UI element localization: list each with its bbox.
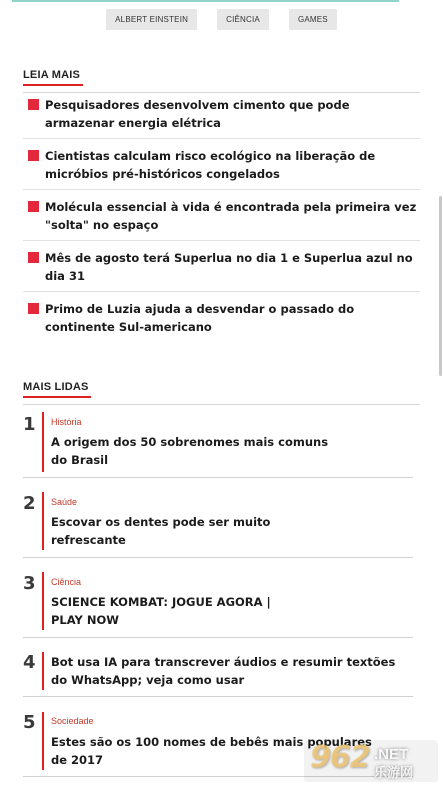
rank-number: 3 [23,573,36,594]
divider [23,138,420,139]
section-rule [23,92,420,93]
divider [23,291,420,292]
rank-bar [42,712,44,770]
divider [23,189,420,190]
category-label[interactable]: Sociedade [51,716,94,726]
tag-games[interactable]: GAMES [289,9,337,30]
headline-link[interactable]: Estes são os 100 nomes de bebês mais populares de 2017 [51,735,372,767]
tag-ciencia[interactable]: CIÊNCIA [217,9,269,30]
heading-underline [23,84,83,86]
category-label[interactable]: História [51,417,82,427]
watermark-net: .NET [374,746,409,763]
most-read-item[interactable] [23,408,413,472]
bullet-square-icon [28,99,39,110]
most-read-item[interactable] [23,568,413,632]
divider [23,477,413,478]
read-more-item[interactable] [28,147,420,183]
read-more-item[interactable] [28,96,420,132]
read-more-heading [23,69,80,81]
rank-number: 1 [23,414,36,435]
headline-link[interactable]: Escovar os dentes pode ser muito refrescante [51,515,271,547]
scrollbar[interactable] [439,196,442,376]
rank-number: 2 [23,493,36,514]
tag-list [0,9,443,30]
bullet-square-icon [28,303,39,314]
divider [23,557,413,558]
most-read-item[interactable] [23,488,413,552]
read-more-link[interactable]: Cientistas calculam risco ecológico na liberação de micróbios pré-históricos congelados [45,149,376,181]
rank-bar [42,492,44,550]
headline-link[interactable]: Bot usa IA para transcrever áudios e resumir textões do WhatsApp; veja como usar [51,655,396,687]
rank-bar [42,412,44,472]
divider [23,696,413,697]
bullet-square-icon [28,201,39,212]
read-more-link[interactable]: Pesquisadores desenvolvem cimento que pode armazenar energia elétrica [45,98,350,130]
rank-bar [42,652,44,690]
category-label[interactable]: Saúde [51,497,78,507]
read-more-item[interactable] [28,300,420,336]
bullet-square-icon [28,150,39,161]
section-rule [23,404,420,405]
most-read-item[interactable] [23,648,413,690]
most-read-heading [23,381,89,393]
rank-number: 4 [23,652,36,673]
headline-link[interactable]: SCIENCE KOMBAT: JOGUE AGORA | PLAY NOW [51,595,271,627]
rank-number: 5 [23,712,36,733]
rank-bar [42,572,44,630]
read-more-link[interactable]: Primo de Luzia ajuda a desvendar o passado do continente Sul-americano [45,302,355,334]
watermark-cn: 乐游网 [374,765,414,780]
watermark-brand: 962 [310,740,370,775]
read-more-link[interactable]: Molécula essencial à vida é encontrada pela primeira vez "solta" no espaço [45,200,417,232]
bullet-square-icon [28,252,39,263]
read-more-item[interactable] [28,249,420,285]
heading-underline [23,396,91,398]
read-more-link[interactable]: Mês de agosto terá Superlua no dia 1 e Superlua azul no dia 31 [45,251,413,283]
headline-link[interactable]: A origem dos 50 sobrenomes mais comuns do Brasil [51,435,329,467]
category-label[interactable]: Ciência [51,577,82,587]
watermark-logo [304,740,438,782]
tag-albert-einstein[interactable]: ALBERT EINSTEIN [106,9,197,30]
top-divider [12,0,399,2]
read-more-item[interactable] [28,198,420,234]
most-read-title: MAIS LIDAS [23,381,89,393]
divider [23,240,420,241]
read-more-title: LEIA MAIS [23,69,81,81]
divider [23,637,413,638]
